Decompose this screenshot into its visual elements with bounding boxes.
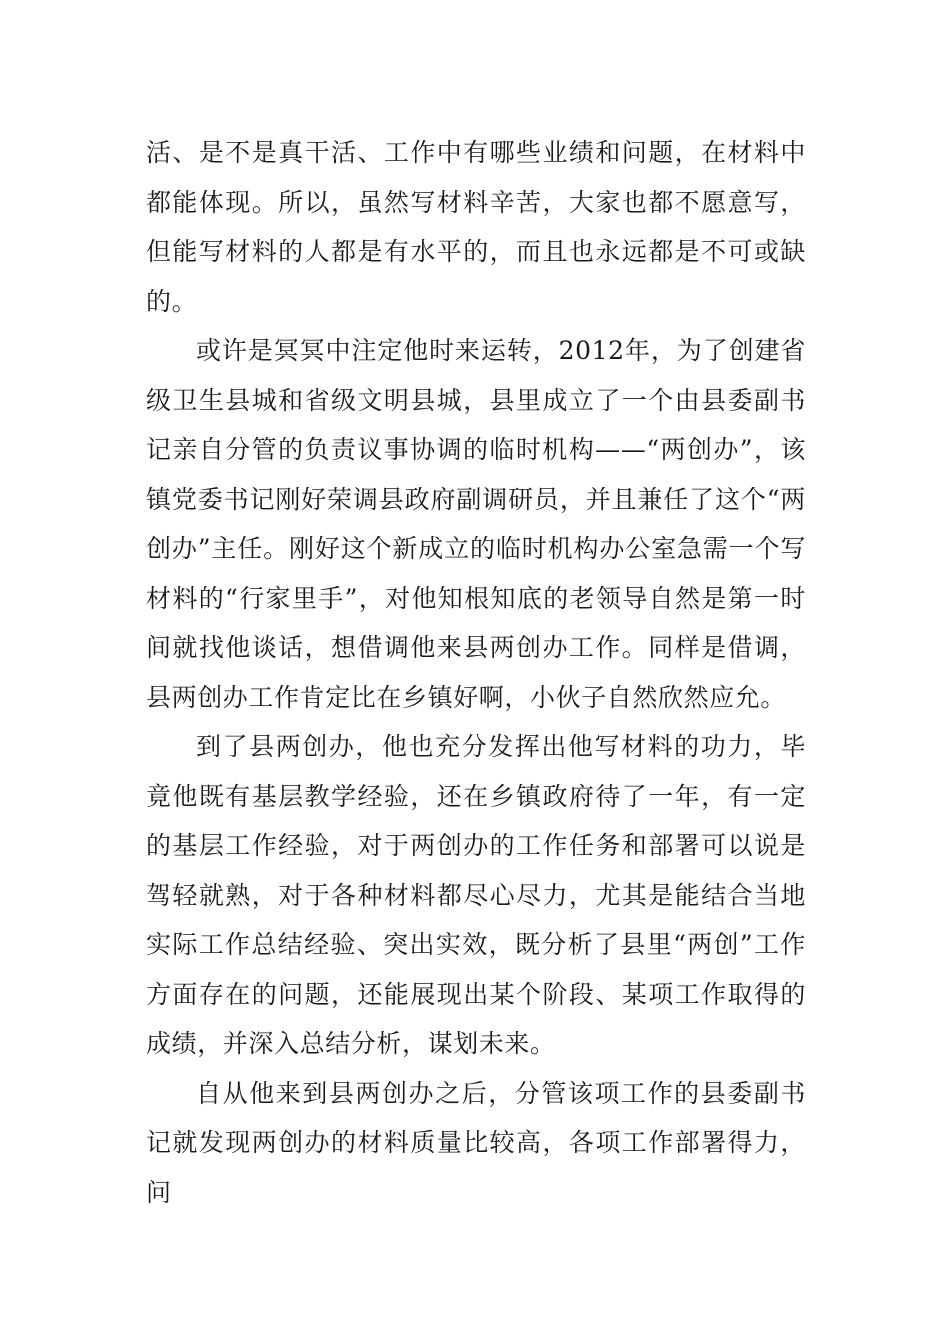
- paragraph-4: 自从他来到县两创办之后，分管该项工作的县委副书记就发现两创办的材料质量比较高，各项工作部署得力，问: [146, 1078, 806, 1207]
- paragraph-3: 到了县两创办，他也充分发挥出他写材料的功力，毕竟他既有基层教学经验，还在乡镇政府待了一年，有一定的基层工作经验，对于两创办的工作任务和部署可以说是驾轻就熟，对于各种材料都尽心尽力，尤其是能结合当地实际工作总结经验、突出实效，既分析了县里“两创”工作方面存在的问题，还能展现出某个阶段、某项工作取得的成绩，并深入总结分析，谋划未来。: [146, 732, 806, 1058]
- paragraph-1: 活、是不是真干活、工作中有哪些业绩和问题，在材料中都能体现。所以，虽然写材料辛苦，大家也都不愿意写，但能写材料的人都是有水平的，而且也永远都是不可或缺的。: [146, 138, 806, 316]
- paragraph-2: 或许是冥冥中注定他时来运转，2012年，为了创建省级卫生县城和省级文明县城，县里成立了一个由县委副书记亲自分管的负责议事协调的临时机构——“两创办”，该镇党委书记刚好荣调县政府副调研员，并且兼任了这个“两创办”主任。刚好这个新成立的临时机构办公室急需一个写材料的“行家里手”，对他知根知底的老领导自然是第一时间就找他谈话，想借调他来县两创办工作。同样是借调，县两创办工作肯定比在乡镇好啊，小伙子自然欣然应允。: [146, 336, 806, 712]
- body-text: [146, 128, 806, 1217]
